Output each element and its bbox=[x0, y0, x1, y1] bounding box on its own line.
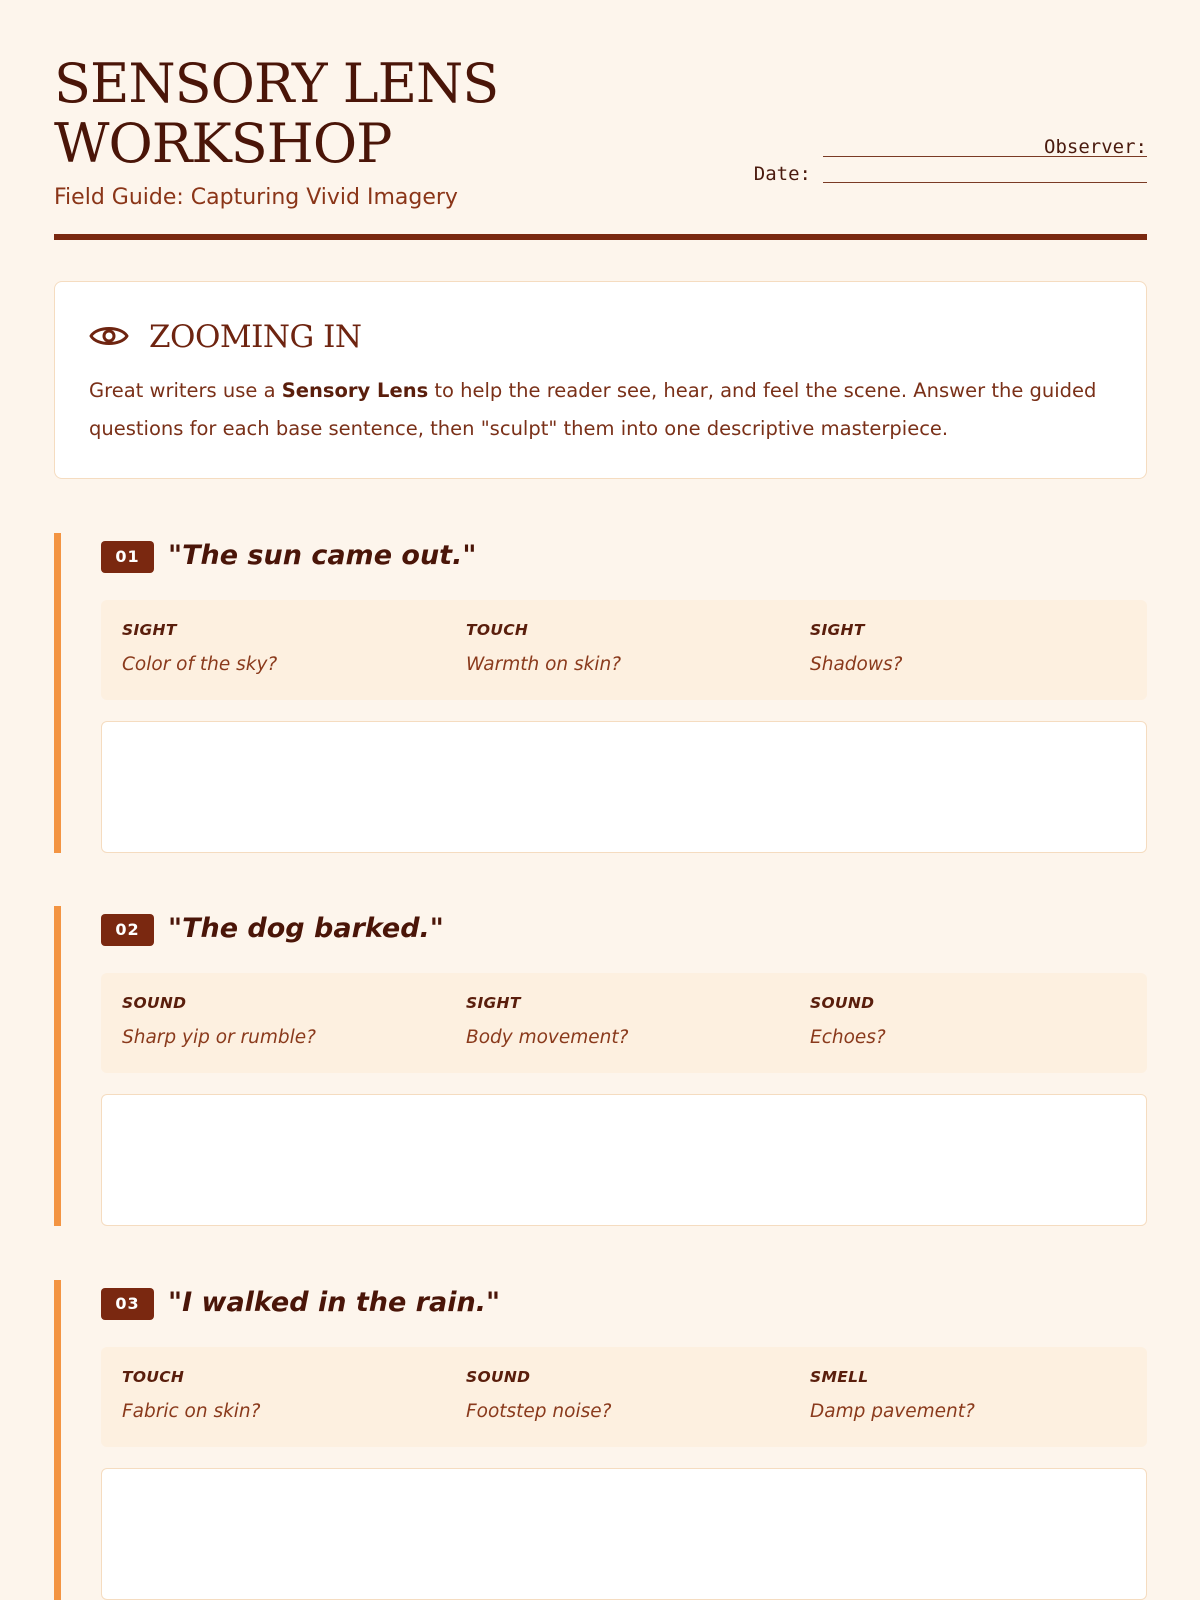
base-sentence: "I walked in the rain." bbox=[168, 1287, 501, 1318]
title-line-1: SENSORY LENS bbox=[54, 52, 499, 115]
page-title bbox=[54, 54, 614, 174]
exercise-1 bbox=[54, 533, 1147, 853]
prompt-question: Damp pavement? bbox=[810, 1401, 975, 1422]
sensory-prompts bbox=[101, 973, 1147, 1073]
page-subtitle: Field Guide: Capturing Vivid Imagery bbox=[54, 185, 458, 210]
sensory-prompts bbox=[101, 1347, 1147, 1447]
prompt-question: Sharp yip or rumble? bbox=[122, 1027, 316, 1048]
prompt-item bbox=[122, 600, 442, 700]
exercise-number-badge: 02 bbox=[101, 914, 154, 946]
eye-icon bbox=[89, 322, 129, 350]
worksheet-page bbox=[54, 0, 1147, 1600]
worksheet-header bbox=[54, 54, 1147, 240]
prompt-item bbox=[466, 973, 786, 1073]
date-label: Date: bbox=[753, 163, 811, 185]
prompt-question: Echoes? bbox=[810, 1027, 886, 1048]
exercise-number-badge: 01 bbox=[101, 541, 154, 573]
intro-text-end: to help the reader see, hear, and feel the scene. Answer the guided questions for each base sentence, then "sculpt" them into one descriptive masterpiece. bbox=[89, 379, 1097, 440]
prompt-sense: SOUND bbox=[122, 994, 187, 1012]
exercise-accent-bar bbox=[54, 533, 61, 853]
answer-textarea[interactable] bbox=[101, 721, 1147, 853]
prompt-question: Footstep noise? bbox=[466, 1401, 612, 1422]
sensory-prompts bbox=[101, 600, 1147, 700]
observer-label: Observer: bbox=[1044, 136, 1147, 158]
prompt-question: Body movement? bbox=[466, 1027, 629, 1048]
exercise-number-badge: 03 bbox=[101, 1288, 154, 1320]
prompt-question: Warmth on skin? bbox=[466, 654, 622, 675]
header-divider bbox=[54, 234, 1147, 240]
intro-text-bold: Sensory Lens bbox=[281, 379, 429, 402]
prompt-question: Color of the sky? bbox=[122, 654, 278, 675]
exercise-accent-bar bbox=[54, 1280, 61, 1600]
title-line-2: WORKSHOP bbox=[54, 112, 392, 175]
intro-text bbox=[89, 372, 1099, 448]
date-line[interactable] bbox=[823, 182, 1147, 183]
prompt-sense: TOUCH bbox=[466, 621, 529, 639]
intro-title: ZOOMING IN bbox=[149, 319, 362, 355]
prompt-sense: SIGHT bbox=[810, 621, 865, 639]
prompt-item bbox=[810, 973, 1130, 1073]
intro-card bbox=[54, 281, 1147, 479]
prompt-question: Fabric on skin? bbox=[122, 1401, 261, 1422]
prompt-sense: SOUND bbox=[810, 994, 875, 1012]
prompt-sense: TOUCH bbox=[122, 1368, 185, 1386]
answer-textarea[interactable] bbox=[101, 1468, 1147, 1600]
prompt-item bbox=[810, 1347, 1130, 1447]
prompt-sense: SIGHT bbox=[466, 994, 521, 1012]
prompt-item bbox=[122, 1347, 442, 1447]
prompt-item bbox=[122, 973, 442, 1073]
answer-textarea[interactable] bbox=[101, 1094, 1147, 1226]
prompt-question: Shadows? bbox=[810, 654, 903, 675]
observer-date-fields bbox=[727, 136, 1147, 164]
observer-row bbox=[727, 136, 1147, 164]
prompt-sense: SOUND bbox=[466, 1368, 531, 1386]
observer-line[interactable] bbox=[823, 156, 1147, 157]
exercise-accent-bar bbox=[54, 906, 61, 1226]
prompt-sense: SIGHT bbox=[122, 621, 177, 639]
prompt-sense: SMELL bbox=[810, 1368, 869, 1386]
prompt-item bbox=[466, 600, 786, 700]
intro-text-start: Great writers use a bbox=[89, 379, 282, 402]
base-sentence: "The dog barked." bbox=[168, 913, 444, 944]
exercise-2 bbox=[54, 906, 1147, 1226]
exercise-3 bbox=[54, 1280, 1147, 1600]
prompt-item bbox=[466, 1347, 786, 1447]
prompt-item bbox=[810, 600, 1130, 700]
base-sentence: "The sun came out." bbox=[168, 540, 477, 571]
